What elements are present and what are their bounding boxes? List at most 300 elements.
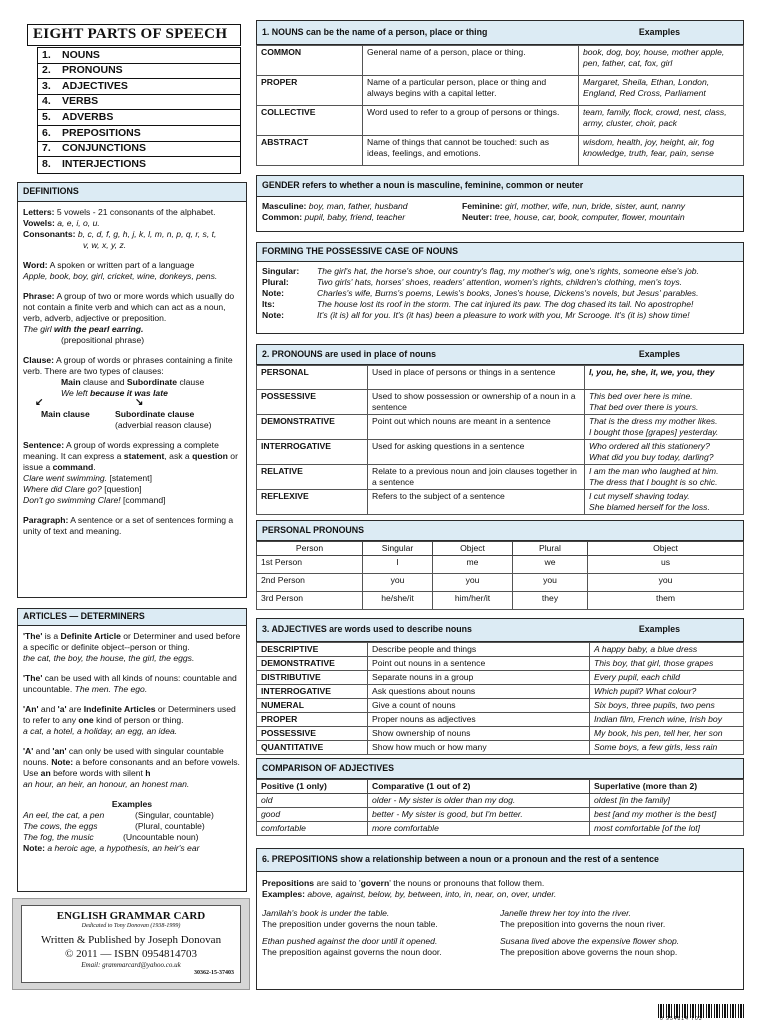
articles-header <box>17 608 247 626</box>
an-text-1: and <box>38 704 58 714</box>
prep-example-1: Jamilah's book is under the table. <box>262 908 390 918</box>
clause-text: A group of words or phrases containing a finite verb. There are two types of clauses: <box>23 355 233 376</box>
comparison-cell: most comfortable [of the lot] <box>590 822 744 836</box>
noun-type: ABSTRACT <box>257 136 363 166</box>
adjective-description: Separate nouns in a group <box>368 671 590 685</box>
part-of-speech-item <box>38 110 240 126</box>
pronoun-type: DEMONSTRATIVE <box>257 415 368 440</box>
sentence-example-1: Clare went swimming. <box>23 473 108 483</box>
nouns-heading: 1. NOUNS can be the name of a person, place or thing <box>262 26 488 37</box>
phrase-label: Phrase: <box>23 291 55 301</box>
the-example: the cat, the boy, the house, the girl, the eggs. <box>23 653 195 663</box>
adjective-type: DISTRIBUTIVE <box>257 671 368 685</box>
prepositions-intro-2: are said to ' <box>314 878 361 888</box>
adjective-description: Proper nouns as adjectives <box>368 713 590 727</box>
gender-header <box>256 175 744 197</box>
adjective-examples: My book, his pen, tell her, her son <box>590 727 744 741</box>
comparison-cell: better - My sister is good, but I'm better. <box>368 808 590 822</box>
indefinite-articles: Indefinite Articles <box>83 704 156 714</box>
adjective-description: Show how much or how many <box>368 741 590 755</box>
pronoun-type: RELATIVE <box>257 465 368 490</box>
comparison-table <box>256 779 744 836</box>
word-label: Word: <box>23 260 48 270</box>
part-label: PRONOUNS <box>62 64 123 77</box>
common-text: pupil, baby, friend, teacher <box>302 212 406 222</box>
part-of-speech-item <box>38 142 240 158</box>
part-label: PREPOSITIONS <box>62 126 141 139</box>
nouns-row <box>257 106 744 136</box>
pronoun-example-2: The dress that I bought is so chic. <box>589 477 718 487</box>
possessive-row <box>262 310 738 321</box>
part-label: NOUNS <box>62 48 100 61</box>
pronouns-header <box>256 344 744 365</box>
adjective-examples: Some boys, a few girls, less rain <box>590 741 744 755</box>
adjectives-examples-label: Examples <box>638 624 680 635</box>
personal-pronouns-cell: us <box>588 556 744 574</box>
nouns-examples-label: Examples <box>638 26 680 37</box>
personal-pronouns-cell: him/her/it <box>433 592 513 610</box>
comparison-column-header: Comparative (1 out of 2) <box>368 780 590 794</box>
pronoun-description: Used in place of persons or things in a sentence <box>368 366 585 390</box>
part-label: CONJUNCTIONS <box>62 142 147 155</box>
paragraph-label: Paragraph: <box>23 515 69 525</box>
main-clause-label: Main clause <box>41 409 90 419</box>
article-note-label: Note: <box>23 843 45 853</box>
noun-type: COLLECTIVE <box>257 106 363 136</box>
part-number: 2. <box>42 64 51 77</box>
card-written-by: Written & Published by Joseph Donovan <box>40 933 222 946</box>
the-example-2: The men. The ego. <box>74 684 148 694</box>
comparison-heading: COMPARISON OF ADJECTIVES <box>262 762 394 773</box>
part-of-speech-item <box>38 79 240 95</box>
pronoun-type: INTERROGATIVE <box>257 440 368 465</box>
part-of-speech-item <box>38 64 240 80</box>
subordinate-clause-label: Subordinate clause <box>115 409 195 419</box>
adjective-description: Describe people and things <box>368 643 590 657</box>
pronouns-examples-label: Examples <box>638 348 680 359</box>
comparison-cell: good <box>257 808 368 822</box>
h-bold: h <box>145 768 151 778</box>
arrow-right-icon: ↘ <box>135 397 144 408</box>
phrase-example: The girl <box>23 324 55 334</box>
adjective-type: DEMONSTRATIVE <box>257 657 368 671</box>
definitions-header <box>17 182 247 202</box>
possessive-text: The girl's hat, the horse's shoe, our country's flag, my mother's wig, one's rights, someone else's job. <box>317 266 699 276</box>
sentence-text-1: A group of words expressing a complete meaning. It can express a <box>23 440 219 461</box>
personal-pronouns-table <box>256 541 744 610</box>
noun-examples: book, dog, boy, house, mother apple, pen, father, cat, fox, girl <box>579 46 744 76</box>
comparison-row <box>257 822 744 836</box>
nouns-table <box>256 45 744 166</box>
an-label: 'An' <box>23 704 39 714</box>
noun-description: General name of a person, place or thing. <box>363 46 579 76</box>
definitions-heading: DEFINITIONS <box>23 186 79 197</box>
pronouns-row <box>257 465 744 490</box>
prep-example-1-note: The preposition under governs the noun table. <box>262 919 438 929</box>
noun-examples: Margaret, Sheila, Ethan, London, England, Red Cross, Parliament <box>579 76 744 106</box>
personal-pronouns-cell: you <box>513 574 588 592</box>
the-text-2: or Determiner and used before a specific or definite object--person or thing. <box>23 631 241 652</box>
noun-examples: team, family, flock, crowd, nest, class, army, cluster, choir, pack <box>579 106 744 136</box>
pronouns-row <box>257 490 744 515</box>
prepositions-bold: Prepositions <box>262 878 315 888</box>
sentence-question: question <box>192 451 228 461</box>
pronoun-examples <box>585 490 744 515</box>
part-number: 4. <box>42 95 51 108</box>
an-text-3: or Determiners used to refer to any <box>23 704 236 725</box>
comparison-cell: older - My sister is older than my dog. <box>368 794 590 808</box>
pronouns-row <box>257 415 744 440</box>
consonants-text: b, c, d, f, g, h, j, k, l, m, n, p, q, r, s, t, <box>75 229 217 239</box>
phrase-example-bold: with the pearl earring. <box>54 324 144 334</box>
personal-pronouns-row <box>257 592 744 610</box>
personal-pronouns-cell: 2nd Person <box>257 574 363 592</box>
card-title: ENGLISH GRAMMAR CARD <box>56 910 206 922</box>
prep-example-3-note: The preposition into governs the noun river. <box>500 919 666 929</box>
gender-panel <box>256 197 744 232</box>
adjective-type: POSSESSIVE <box>257 727 368 741</box>
sentence-text-2: , ask a <box>164 451 193 461</box>
pronoun-description: Point out which nouns are meant in a sentence <box>368 415 585 440</box>
article-example-3: The fog, the music <box>23 832 94 842</box>
comparison-row <box>257 808 744 822</box>
adjective-type: INTERROGATIVE <box>257 685 368 699</box>
card-copyright: © 2011 — ISBN 0954814703 <box>64 947 197 960</box>
part-label: ADVERBS <box>62 110 114 123</box>
pronouns-heading: 2. PRONOUNS are used in place of nouns <box>262 348 437 359</box>
masculine-text: boy, man, father, husband <box>306 201 408 211</box>
possessive-row <box>262 299 738 310</box>
pronoun-examples <box>585 415 744 440</box>
personal-pronouns-column-header: Object <box>433 542 513 556</box>
pronouns-table <box>256 365 744 515</box>
clause-main: Main <box>61 377 81 387</box>
possessive-text: The house lost its roof in the storm. The cat injured its paw. The dog chased its tail. No apostrophe! <box>317 299 694 309</box>
pronoun-example-2: She blamed herself for the loss. <box>589 502 710 512</box>
comparison-cell: more comfortable <box>368 822 590 836</box>
articles-examples-heading: Examples <box>111 799 153 809</box>
paragraph-text: A sentence or a set of sentences forming a unity of text and meaning. <box>23 515 234 536</box>
possessive-row <box>262 288 738 299</box>
part-of-speech-item <box>38 48 240 64</box>
pronoun-example-2: That bed over there is yours. <box>589 402 699 412</box>
adjective-type: DESCRIPTIVE <box>257 643 368 657</box>
prep-example-2: Ethan pushed against the door until it opened. <box>262 936 438 946</box>
adjectives-row <box>257 741 744 755</box>
prepositions-intro-4: ' the nouns or pronouns that follow them. <box>389 878 545 888</box>
clause-and: clause and <box>80 377 127 387</box>
an-text-2: are <box>66 704 84 714</box>
possessive-label: Its: <box>262 299 275 309</box>
personal-pronouns-cell: they <box>513 592 588 610</box>
one-label: one <box>78 715 94 725</box>
nouns-row <box>257 136 744 166</box>
possessive-label: Note: <box>262 310 284 320</box>
personal-pronouns-cell: 3rd Person <box>257 592 363 610</box>
adjective-examples: Which pupil? What colour? <box>590 685 744 699</box>
pronoun-examples <box>585 390 744 415</box>
neuter-text: tree, house, car, book, computer, flower, mountain <box>492 212 685 222</box>
vowels-text: a, e, i, o, u. <box>54 218 100 228</box>
possessive-row <box>262 266 738 277</box>
clause-example: We left <box>61 388 90 398</box>
pronoun-example-2: I bought those [grapes] yesterday. <box>589 427 719 437</box>
pronoun-type: REFLEXIVE <box>257 490 368 515</box>
part-number: 8. <box>42 158 51 171</box>
pronoun-example-1: I cut myself shaving today. <box>589 491 690 501</box>
prepositions-header <box>256 848 744 872</box>
pronoun-description: Used to show possession or ownership of a noun in a sentence <box>368 390 585 415</box>
prepositions-panel <box>256 872 744 990</box>
adjective-examples: Every pupil, each child <box>590 671 744 685</box>
noun-description: Name of things that cannot be touched: such as ideas, feelings, and emotions. <box>363 136 579 166</box>
an2-text-1: and <box>33 746 53 756</box>
part-of-speech-item <box>38 126 240 142</box>
personal-pronouns-cell: I <box>363 556 433 574</box>
sentence-example-2-tag: [question] <box>101 484 142 494</box>
adjectives-row <box>257 671 744 685</box>
a-label-2: 'A' <box>23 746 34 756</box>
article-example-2: The cows, the eggs <box>23 821 98 831</box>
comparison-row <box>257 794 744 808</box>
pronoun-description: Relate to a previous noun and join clauses together in a sentence <box>368 465 585 490</box>
possessive-heading: FORMING THE POSSESSIVE CASE OF NOUNS <box>262 246 459 257</box>
an2-text-2: can only be used with singular countable nouns. <box>23 746 224 767</box>
article-example-3-note: (Uncountable noun) <box>123 832 199 842</box>
prepositions-examples-label: Examples: <box>262 889 305 899</box>
word-text: A spoken or written part of a language <box>47 260 195 270</box>
nouns-row <box>257 76 744 106</box>
clause-word: clause <box>177 377 205 387</box>
comparison-header <box>256 758 744 779</box>
possessive-label: Plural: <box>262 277 289 287</box>
comparison-cell: comfortable <box>257 822 368 836</box>
arrow-left-icon: ↙ <box>35 397 44 408</box>
adjective-description: Point out nouns in a sentence <box>368 657 590 671</box>
pronouns-row <box>257 440 744 465</box>
vowels-label: Vowels: <box>23 218 55 228</box>
letters-label: Letters: <box>23 207 55 217</box>
nouns-header <box>256 20 744 45</box>
article-note-text: a heroic age, a hypothesis, an heir's ear <box>44 843 200 853</box>
adjectives-row <box>257 727 744 741</box>
adjectives-table <box>256 642 744 755</box>
comparison-column-header: Superlative (more than 2) <box>590 780 744 794</box>
personal-pronouns-cell: he/she/it <box>363 592 433 610</box>
pronoun-examples <box>585 440 744 465</box>
nouns-row <box>257 46 744 76</box>
personal-pronouns-row <box>257 574 744 592</box>
possessive-panel <box>256 262 744 334</box>
govern-bold: govern <box>360 878 390 888</box>
pronoun-example-1: This bed over here is mine. <box>589 391 693 401</box>
personal-pronouns-cell: you <box>363 574 433 592</box>
part-number: 6. <box>42 126 51 139</box>
sentence-statement: statement <box>123 451 165 461</box>
pronoun-type: PERSONAL <box>257 366 368 390</box>
clause-example-bold: because it was late <box>89 388 168 398</box>
clause-label: Clause: <box>23 355 55 365</box>
gender-heading: GENDER refers to whether a noun is masculine, feminine, common or neuter <box>262 180 584 191</box>
personal-pronouns-cell: 1st Person <box>257 556 363 574</box>
part-number: 7. <box>42 142 51 155</box>
part-of-speech-item <box>38 157 240 173</box>
adjective-type: PROPER <box>257 713 368 727</box>
part-number: 5. <box>42 110 51 123</box>
clause-sub: Subordinate <box>126 377 178 387</box>
sentence-label: Sentence: <box>23 440 65 450</box>
part-label: VERBS <box>62 95 99 108</box>
adjective-examples: Indian film, French wine, Irish boy <box>590 713 744 727</box>
possessive-label: Singular: <box>262 266 300 276</box>
noun-type: PROPER <box>257 76 363 106</box>
sentence-example-2: Where did Clare go? <box>23 484 102 494</box>
adverbial-note: (adverbial reason clause) <box>115 420 212 430</box>
note-label: Note: <box>51 757 74 767</box>
part-number: 3. <box>42 79 51 92</box>
page-title: EIGHT PARTS OF SPEECH <box>27 24 241 46</box>
personal-pronouns-cell: we <box>513 556 588 574</box>
adjectives-row <box>257 643 744 657</box>
an2-text-4: before words with silent <box>50 768 146 778</box>
comparison-cell: best [and my mother is the best] <box>590 808 744 822</box>
adjective-description: Ask questions about nouns <box>368 685 590 699</box>
an-bold: an <box>40 768 51 778</box>
card-info-box <box>21 905 241 983</box>
adjective-description: Give a count of nouns <box>368 699 590 713</box>
personal-pronouns-row <box>257 556 744 574</box>
pronoun-examples <box>585 465 744 490</box>
pronoun-example-1: That is the dress my mother likes. <box>589 416 718 426</box>
definitions-panel: Letters: 5 vowels - 21 consonants of the alphabet. Vowels: a, e, i, o, u. Consonants: b, c, d, f, g, h, j, k, l, m, n, p, q, r, s, t, v, w, x, y, z. Word: A spoken or written part of a language Apple, book, boy, girl, cricket, wine, donkeys, pens. Phrase: A group of two or more words which usually do not contain a finite verb and which can act as a noun, verb, adverb, adjective or preposition. The girl with the pearl earring. (prepositional phrase) Clause: A group of words or phrases containing a finite verb. There are two types of clauses: Main clause and Subordinate clause We left because it was late ↙ ↘ Main clause Subordinate clause (adverbial reason clause) Sentence: A group of words expressing a complete meaning. It can express a statement, ask a question or issue a command. Clare went swimming. [statement] Where did Clare go? [question] Don't go swimming Clare! [command] Paragraph: A sentence or a set of sentences forming a unity of text and meaning. <box>17 202 247 598</box>
masculine-label: Masculine: <box>262 201 307 211</box>
pronouns-row <box>257 366 744 390</box>
possessive-row <box>262 277 738 288</box>
personal-pronouns-cell: you <box>588 574 744 592</box>
pronoun-example-1: I am the man who laughed at him. <box>589 466 719 476</box>
noun-description: Word used to refer to a group of persons or things. <box>363 106 579 136</box>
pronoun-description: Used for asking questions in a sentence <box>368 440 585 465</box>
common-label: Common: <box>262 212 303 222</box>
sentence-example-1-tag: [statement] <box>107 473 152 483</box>
possessive-text: Two girls' hats, horses' shoes, readers' attention, women's rights, children's clothing, men's toys. <box>317 277 683 287</box>
prep-example-2-note: The preposition against governs the noun door. <box>262 947 442 957</box>
the-text-1: is a <box>42 631 61 641</box>
personal-pronouns-column-header: Person <box>257 542 363 556</box>
pronoun-example-1: I, you, he, she, it, we, you, they <box>589 367 715 377</box>
adjectives-row <box>257 685 744 699</box>
article-example-2-note: (Plural, countable) <box>135 821 205 831</box>
phrase-note: (prepositional phrase) <box>61 335 145 345</box>
pronoun-description: Refers to the subject of a sentence <box>368 490 585 515</box>
card-email: Email: grammarcard@yahoo.co.uk <box>81 960 181 969</box>
card-info-frame <box>12 898 250 990</box>
comparison-cell: old <box>257 794 368 808</box>
adjective-examples: Six boys, three pupils, two pens <box>590 699 744 713</box>
card-code: 30362-15-37403 <box>194 969 234 976</box>
noun-type: COMMON <box>257 46 363 76</box>
barcode-number: 0 954814 703 <box>660 1016 703 1022</box>
a-label: 'a' <box>57 704 67 714</box>
consonants-text-2: v, w, x, y, z. <box>83 240 127 250</box>
feminine-text: girl, mother, wife, nun, bride, sister, aunt, nanny <box>502 201 686 211</box>
consonants-label: Consonants: <box>23 229 76 239</box>
letters-text: 5 vowels - 21 consonants of the alphabet. <box>54 207 216 217</box>
adjective-examples: This boy, that girl, those grapes <box>590 657 744 671</box>
pronouns-row <box>257 390 744 415</box>
pronoun-examples <box>585 366 744 390</box>
personal-pronouns-heading: PERSONAL PRONOUNS <box>262 524 364 535</box>
adjectives-row <box>257 657 744 671</box>
pronoun-example-2: What did you buy today, darling? <box>589 452 714 462</box>
article-example-1: An eel, the cat, a pen <box>23 810 105 820</box>
adjectives-row <box>257 713 744 727</box>
adjective-type: NUMERAL <box>257 699 368 713</box>
parts-of-speech-list <box>37 47 241 174</box>
an2-text-3: a before consonants and an before vowels. Use <box>23 757 240 778</box>
article-example-1-note: (Singular, countable) <box>135 810 214 820</box>
possessive-header <box>256 242 744 262</box>
personal-pronouns-cell: me <box>433 556 513 574</box>
feminine-label: Feminine: <box>462 201 503 211</box>
definite-article: Definite Article <box>60 631 121 641</box>
adjective-examples: A happy baby, a blue dress <box>590 643 744 657</box>
the-label: 'The' <box>23 631 43 641</box>
the-text-3: can be used with all kinds of nouns: countable and uncountable. <box>23 673 237 694</box>
adjectives-heading: 3. ADJECTIVES are words used to describe nouns <box>262 624 472 635</box>
possessive-label: Note: <box>262 288 284 298</box>
sentence-example-3: Don't go swimming Clare! <box>23 495 121 505</box>
personal-pronouns-column-header: Singular <box>363 542 433 556</box>
an2-example: an hour, an heir, an honour, an honest man. <box>23 779 190 789</box>
personal-pronouns-cell: them <box>588 592 744 610</box>
adjectives-header <box>256 618 744 642</box>
phrase-text: A group of two or more words which usually do not contain a finite verb and which can act as a noun, verb, adverb, adjective or preposition. <box>23 291 235 323</box>
part-label: ADJECTIVES <box>62 79 128 92</box>
noun-description: Name of a particular person, place or thing and always begins with a capital letter. <box>363 76 579 106</box>
sentence-command: command <box>52 462 94 472</box>
comparison-column-header: Positive (1 only) <box>257 780 368 794</box>
prep-example-4-note: The preposition above governs the noun shop. <box>500 947 678 957</box>
prep-example-4: Susana lived above the expensive flower shop. <box>500 936 680 946</box>
prepositions-examples-text: above, against, below, by, between, into, in, near, on, over, under. <box>305 889 557 899</box>
card-dedication: Dedicated to Tony Donovan (1938-1999) <box>81 923 181 930</box>
an-label-2: 'an' <box>52 746 67 756</box>
comparison-cell: oldest [in the family] <box>590 794 744 808</box>
possessive-text: Charles's wife, Burns's poems, Lewis's books, Jones's house, Dickens's novels, but Jesus' parables. <box>317 288 699 298</box>
personal-pronouns-header <box>256 520 744 541</box>
articles-panel <box>17 626 247 892</box>
pronoun-example-1: Who ordered all this stationery? <box>589 441 710 451</box>
sentence-example-3-tag: [command] <box>120 495 166 505</box>
articles-heading: ARTICLES — DETERMINERS <box>23 611 145 622</box>
personal-pronouns-cell: you <box>433 574 513 592</box>
part-number: 1. <box>42 48 51 61</box>
adjectives-row <box>257 699 744 713</box>
possessive-text: It's (it is) all for you. It's (it has) been a pleasure to work with you, Mr Scrooge. It's (it is) show time! <box>317 310 690 320</box>
part-label: INTERJECTIONS <box>62 158 147 171</box>
pronoun-type: POSSESSIVE <box>257 390 368 415</box>
personal-pronouns-column-header: Plural <box>513 542 588 556</box>
personal-pronouns-column-header: Object <box>588 542 744 556</box>
prepositions-heading: 6. PREPOSITIONS show a relationship between a noun or a pronoun and the rest of a sentence <box>262 854 659 865</box>
sentence-text-3: or issue a <box>23 451 238 472</box>
an-example: a cat, a hotel, a holiday, an egg, an idea. <box>23 726 178 736</box>
an-text-4: kind of person or thing. <box>93 715 184 725</box>
word-example: Apple, book, boy, girl, cricket, wine, donkeys, pens. <box>23 271 218 281</box>
neuter-label: Neuter: <box>462 212 493 222</box>
adjective-description: Show ownership of nouns <box>368 727 590 741</box>
